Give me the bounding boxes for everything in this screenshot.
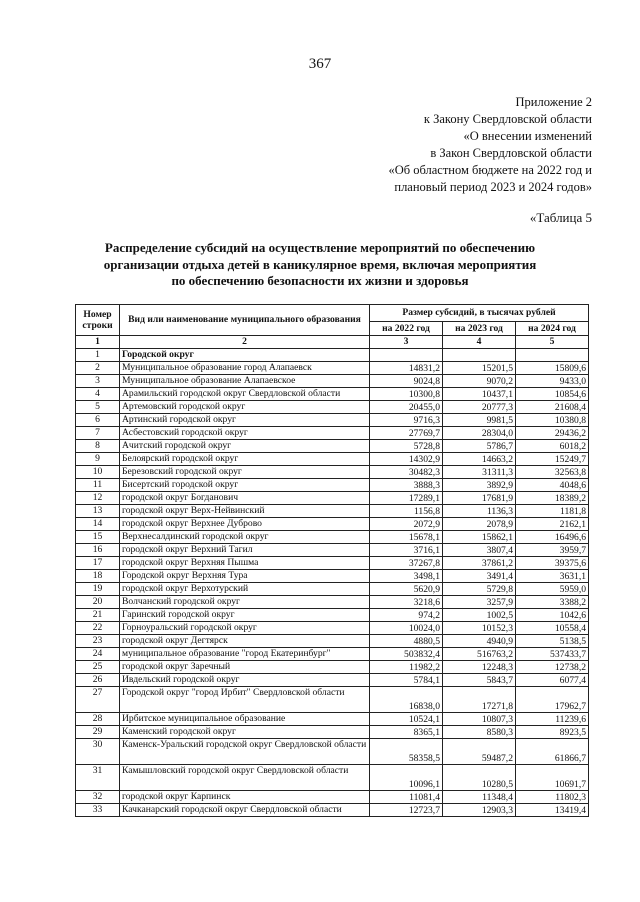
amount-2024-cell: 11239,6 bbox=[516, 713, 589, 726]
table-row bbox=[76, 765, 589, 791]
amount-2024-cell: 8923,5 bbox=[516, 726, 589, 739]
amount-2023-cell: 4940,9 bbox=[443, 635, 516, 648]
municipality-name-cell: Ирбитское муниципальное образование bbox=[120, 713, 370, 726]
row-number-cell: 31 bbox=[76, 765, 120, 791]
amount-2023-cell: 1136,3 bbox=[443, 505, 516, 518]
row-number-cell: 7 bbox=[76, 427, 120, 440]
municipality-name-cell: Артемовский городской округ bbox=[120, 401, 370, 414]
row-number-cell: 32 bbox=[76, 791, 120, 804]
municipality-name-cell: Волчанский городской округ bbox=[120, 596, 370, 609]
municipality-name-cell: городской округ Дегтярск bbox=[120, 635, 370, 648]
table-row bbox=[76, 453, 589, 466]
amount-2022-cell: 10096,1 bbox=[370, 765, 443, 791]
row-number-cell: 9 bbox=[76, 453, 120, 466]
subsidy-table bbox=[75, 304, 589, 817]
row-number-cell: 22 bbox=[76, 622, 120, 635]
municipality-name-cell: Каменский городской округ bbox=[120, 726, 370, 739]
municipality-name-cell: городской округ Верхняя Пышма bbox=[120, 557, 370, 570]
municipality-name-cell: Асбестовский городской округ bbox=[120, 427, 370, 440]
header-name: Вид или наименование муниципального образования bbox=[120, 305, 370, 336]
amount-2024-cell: 10558,4 bbox=[516, 622, 589, 635]
table-row bbox=[76, 440, 589, 453]
amount-2024-cell: 29436,2 bbox=[516, 427, 589, 440]
amount-2024-cell: 12738,2 bbox=[516, 661, 589, 674]
column-index: 1 bbox=[76, 336, 120, 349]
amount-2023-cell: 12903,3 bbox=[443, 804, 516, 817]
row-number-cell: 8 bbox=[76, 440, 120, 453]
amount-2023-cell: 10152,3 bbox=[443, 622, 516, 635]
amount-2023-cell: 15862,1 bbox=[443, 531, 516, 544]
appendix-header bbox=[388, 94, 592, 196]
municipality-name-cell: городской округ Верхнее Дуброво bbox=[120, 518, 370, 531]
table-row bbox=[76, 622, 589, 635]
amount-2022-cell: 5620,9 bbox=[370, 583, 443, 596]
title-line: Распределение субсидий на осуществление мероприятий по обеспечению bbox=[104, 240, 536, 255]
amount-2022-cell: 3218,6 bbox=[370, 596, 443, 609]
municipality-name-cell: городской округ Заречный bbox=[120, 661, 370, 674]
amount-2024-cell: 21608,4 bbox=[516, 401, 589, 414]
row-number-cell: 30 bbox=[76, 739, 120, 765]
municipality-name-cell: Артинский городской округ bbox=[120, 414, 370, 427]
amount-2022-cell: 30482,3 bbox=[370, 466, 443, 479]
table-row bbox=[76, 544, 589, 557]
amount-2022-cell: 10024,0 bbox=[370, 622, 443, 635]
municipality-name-cell: Качканарский городской округ Свердловской области bbox=[120, 804, 370, 817]
amount-2023-cell: 59487,2 bbox=[443, 739, 516, 765]
amount-2024-cell: 537433,7 bbox=[516, 648, 589, 661]
column-index: 5 bbox=[516, 336, 589, 349]
municipality-name-cell: Белоярский городской округ bbox=[120, 453, 370, 466]
municipality-name-cell: Городской округ "город Ирбит" Свердловской области bbox=[120, 687, 370, 713]
amount-2022-cell: 9024,8 bbox=[370, 375, 443, 388]
column-index: 4 bbox=[443, 336, 516, 349]
municipality-name-cell: Гаринский городской округ bbox=[120, 609, 370, 622]
amount-2023-cell bbox=[443, 349, 516, 362]
amount-2024-cell: 13419,4 bbox=[516, 804, 589, 817]
amount-2024-cell: 5959,0 bbox=[516, 583, 589, 596]
table-row bbox=[76, 791, 589, 804]
row-number-cell: 15 bbox=[76, 531, 120, 544]
row-number-cell: 14 bbox=[76, 518, 120, 531]
municipality-name-cell: Березовский городской округ bbox=[120, 466, 370, 479]
row-number-cell: 2 bbox=[76, 362, 120, 375]
municipality-name-cell: городской округ Богданович bbox=[120, 492, 370, 505]
row-number-cell: 25 bbox=[76, 661, 120, 674]
row-number-cell: 33 bbox=[76, 804, 120, 817]
table-row bbox=[76, 648, 589, 661]
row-number-cell: 27 bbox=[76, 687, 120, 713]
municipality-name-cell: Муниципальное образование Алапаевское bbox=[120, 375, 370, 388]
amount-2024-cell: 3388,2 bbox=[516, 596, 589, 609]
amount-2022-cell: 5728,8 bbox=[370, 440, 443, 453]
amount-2023-cell: 17271,8 bbox=[443, 687, 516, 713]
amount-2022-cell: 37267,8 bbox=[370, 557, 443, 570]
table-row bbox=[76, 635, 589, 648]
amount-2023-cell: 12248,3 bbox=[443, 661, 516, 674]
amount-2023-cell: 8580,3 bbox=[443, 726, 516, 739]
amount-2024-cell: 32563,8 bbox=[516, 466, 589, 479]
amount-2023-cell: 17681,9 bbox=[443, 492, 516, 505]
municipality-name-cell: Муниципальное образование город Алапаевск bbox=[120, 362, 370, 375]
amount-2022-cell: 1156,8 bbox=[370, 505, 443, 518]
amount-2024-cell: 3959,7 bbox=[516, 544, 589, 557]
amount-2022-cell: 9716,3 bbox=[370, 414, 443, 427]
column-index: 3 bbox=[370, 336, 443, 349]
amount-2023-cell: 20777,3 bbox=[443, 401, 516, 414]
appendix-line: «Об областном бюджете на 2022 год и bbox=[388, 163, 592, 177]
row-number-cell: 19 bbox=[76, 583, 120, 596]
appendix-line: к Закону Свердловской области bbox=[423, 112, 592, 126]
table-row bbox=[76, 505, 589, 518]
amount-2023-cell: 28304,0 bbox=[443, 427, 516, 440]
appendix-line: в Закон Свердловской области bbox=[430, 146, 592, 160]
municipality-name-cell: Ачитский городской округ bbox=[120, 440, 370, 453]
municipality-name-cell: Городской округ bbox=[120, 349, 370, 362]
amount-2022-cell: 12723,7 bbox=[370, 804, 443, 817]
table-row bbox=[76, 531, 589, 544]
appendix-line: Приложение 2 bbox=[515, 95, 592, 109]
table-row bbox=[76, 401, 589, 414]
amount-2024-cell: 1181,8 bbox=[516, 505, 589, 518]
amount-2024-cell: 16496,6 bbox=[516, 531, 589, 544]
amount-2024-cell: 1042,6 bbox=[516, 609, 589, 622]
amount-2023-cell: 14663,2 bbox=[443, 453, 516, 466]
row-number-cell: 12 bbox=[76, 492, 120, 505]
table-row bbox=[76, 583, 589, 596]
amount-2022-cell: 14831,2 bbox=[370, 362, 443, 375]
amount-2023-cell: 3491,4 bbox=[443, 570, 516, 583]
table-row bbox=[76, 492, 589, 505]
amount-2022-cell: 10300,8 bbox=[370, 388, 443, 401]
amount-2022-cell bbox=[370, 349, 443, 362]
table-row bbox=[76, 388, 589, 401]
table-row bbox=[76, 687, 589, 713]
municipality-name-cell: Бисертский городской округ bbox=[120, 479, 370, 492]
row-number-cell: 13 bbox=[76, 505, 120, 518]
amount-2022-cell: 10524,1 bbox=[370, 713, 443, 726]
row-number-cell: 28 bbox=[76, 713, 120, 726]
table-row bbox=[76, 661, 589, 674]
amount-2022-cell: 27769,7 bbox=[370, 427, 443, 440]
amount-2022-cell: 15678,1 bbox=[370, 531, 443, 544]
municipality-name-cell: муниципальное образование "город Екатеринбург" bbox=[120, 648, 370, 661]
amount-2022-cell: 14302,9 bbox=[370, 453, 443, 466]
row-number-cell: 24 bbox=[76, 648, 120, 661]
table-row bbox=[76, 362, 589, 375]
amount-2024-cell: 10691,7 bbox=[516, 765, 589, 791]
amount-2023-cell: 1002,5 bbox=[443, 609, 516, 622]
amount-2023-cell: 37861,2 bbox=[443, 557, 516, 570]
row-number-cell: 3 bbox=[76, 375, 120, 388]
municipality-name-cell: Арамильский городской округ Свердловской области bbox=[120, 388, 370, 401]
amount-2023-cell: 31311,3 bbox=[443, 466, 516, 479]
amount-2024-cell bbox=[516, 349, 589, 362]
amount-2024-cell: 18389,2 bbox=[516, 492, 589, 505]
row-number-cell: 6 bbox=[76, 414, 120, 427]
municipality-name-cell: Городской округ Верхняя Тура bbox=[120, 570, 370, 583]
municipality-name-cell: Ивдельский городской округ bbox=[120, 674, 370, 687]
amount-2024-cell: 15249,7 bbox=[516, 453, 589, 466]
amount-2022-cell: 4880,5 bbox=[370, 635, 443, 648]
appendix-line: «О внесении изменений bbox=[463, 129, 592, 143]
table-row bbox=[76, 466, 589, 479]
amount-2023-cell: 5843,7 bbox=[443, 674, 516, 687]
amount-2022-cell: 16838,0 bbox=[370, 687, 443, 713]
header-amount: Размер субсидий, в тысячах рублей bbox=[370, 305, 589, 322]
amount-2022-cell: 17289,1 bbox=[370, 492, 443, 505]
table-row bbox=[76, 570, 589, 583]
table-row bbox=[76, 596, 589, 609]
row-number-cell: 1 bbox=[76, 349, 120, 362]
amount-2023-cell: 5786,7 bbox=[443, 440, 516, 453]
header-row-number: Номер строки bbox=[76, 305, 120, 336]
municipality-name-cell: городской округ Верхний Тагил bbox=[120, 544, 370, 557]
title-line: организации отдыха детей в каникулярное время, включая мероприятия bbox=[103, 256, 537, 272]
row-number-cell: 29 bbox=[76, 726, 120, 739]
amount-2024-cell: 15809,6 bbox=[516, 362, 589, 375]
amount-2022-cell: 2072,9 bbox=[370, 518, 443, 531]
table-row bbox=[76, 375, 589, 388]
municipality-name-cell: городской округ Верхотурский bbox=[120, 583, 370, 596]
document-title bbox=[90, 240, 550, 290]
row-number-cell: 4 bbox=[76, 388, 120, 401]
municipality-name-cell: городской округ Верх-Нейвинский bbox=[120, 505, 370, 518]
amount-2023-cell: 5729,8 bbox=[443, 583, 516, 596]
municipality-name-cell: Каменск-Уральский городской округ Свердловской области bbox=[120, 739, 370, 765]
amount-2022-cell: 58358,5 bbox=[370, 739, 443, 765]
amount-2024-cell: 17962,7 bbox=[516, 687, 589, 713]
title-line: по обеспечению безопасности их жизни и здоровья bbox=[171, 273, 469, 288]
row-number-cell: 18 bbox=[76, 570, 120, 583]
header-year-2023: на 2023 год bbox=[443, 322, 516, 336]
row-number-cell: 5 bbox=[76, 401, 120, 414]
amount-2023-cell: 3807,4 bbox=[443, 544, 516, 557]
appendix-line: плановый период 2023 и 2024 годов» bbox=[394, 180, 592, 194]
amount-2023-cell: 10280,5 bbox=[443, 765, 516, 791]
header-year-2024: на 2024 год bbox=[516, 322, 589, 336]
amount-2024-cell: 3631,1 bbox=[516, 570, 589, 583]
amount-2023-cell: 516763,2 bbox=[443, 648, 516, 661]
amount-2023-cell: 10807,3 bbox=[443, 713, 516, 726]
amount-2024-cell: 6077,4 bbox=[516, 674, 589, 687]
amount-2022-cell: 974,2 bbox=[370, 609, 443, 622]
table-row bbox=[76, 804, 589, 817]
amount-2024-cell: 39375,6 bbox=[516, 557, 589, 570]
amount-2024-cell: 11802,3 bbox=[516, 791, 589, 804]
amount-2024-cell: 4048,6 bbox=[516, 479, 589, 492]
municipality-name-cell: Верхнесалдинский городской округ bbox=[120, 531, 370, 544]
row-number-cell: 16 bbox=[76, 544, 120, 557]
table-row bbox=[76, 518, 589, 531]
amount-2023-cell: 3257,9 bbox=[443, 596, 516, 609]
amount-2023-cell: 9981,5 bbox=[443, 414, 516, 427]
page-number: 367 bbox=[308, 56, 332, 72]
row-number-cell: 23 bbox=[76, 635, 120, 648]
amount-2023-cell: 15201,5 bbox=[443, 362, 516, 375]
row-number-cell: 17 bbox=[76, 557, 120, 570]
table-row bbox=[76, 674, 589, 687]
table-body bbox=[76, 349, 589, 817]
table-row bbox=[76, 349, 589, 362]
amount-2022-cell: 503832,4 bbox=[370, 648, 443, 661]
amount-2024-cell: 5138,5 bbox=[516, 635, 589, 648]
amount-2024-cell: 6018,2 bbox=[516, 440, 589, 453]
table-row bbox=[76, 557, 589, 570]
amount-2024-cell: 61866,7 bbox=[516, 739, 589, 765]
municipality-name-cell: Камышловский городской округ Свердловской области bbox=[120, 765, 370, 791]
table-row bbox=[76, 479, 589, 492]
amount-2024-cell: 9433,0 bbox=[516, 375, 589, 388]
amount-2023-cell: 11348,4 bbox=[443, 791, 516, 804]
table-row bbox=[76, 726, 589, 739]
amount-2022-cell: 3888,3 bbox=[370, 479, 443, 492]
amount-2023-cell: 2078,9 bbox=[443, 518, 516, 531]
amount-2022-cell: 3716,1 bbox=[370, 544, 443, 557]
amount-2024-cell: 10380,8 bbox=[516, 414, 589, 427]
row-number-cell: 11 bbox=[76, 479, 120, 492]
table-caption: «Таблица 5 bbox=[529, 210, 592, 225]
row-number-cell: 10 bbox=[76, 466, 120, 479]
amount-2022-cell: 11982,2 bbox=[370, 661, 443, 674]
row-number-cell: 21 bbox=[76, 609, 120, 622]
amount-2023-cell: 9070,2 bbox=[443, 375, 516, 388]
table-row bbox=[76, 739, 589, 765]
amount-2024-cell: 10854,6 bbox=[516, 388, 589, 401]
table-row bbox=[76, 414, 589, 427]
table-row bbox=[76, 427, 589, 440]
amount-2024-cell: 2162,1 bbox=[516, 518, 589, 531]
amount-2022-cell: 3498,1 bbox=[370, 570, 443, 583]
table-row bbox=[76, 609, 589, 622]
amount-2022-cell: 5784,1 bbox=[370, 674, 443, 687]
amount-2023-cell: 3892,9 bbox=[443, 479, 516, 492]
row-number-cell: 26 bbox=[76, 674, 120, 687]
municipality-name-cell: городской округ Карпинск bbox=[120, 791, 370, 804]
column-index: 2 bbox=[120, 336, 370, 349]
amount-2022-cell: 8365,1 bbox=[370, 726, 443, 739]
amount-2022-cell: 20455,0 bbox=[370, 401, 443, 414]
amount-2022-cell: 11081,4 bbox=[370, 791, 443, 804]
table-row bbox=[76, 713, 589, 726]
header-year-2022: на 2022 год bbox=[370, 322, 443, 336]
amount-2023-cell: 10437,1 bbox=[443, 388, 516, 401]
row-number-cell: 20 bbox=[76, 596, 120, 609]
municipality-name-cell: Горноуральский городской округ bbox=[120, 622, 370, 635]
